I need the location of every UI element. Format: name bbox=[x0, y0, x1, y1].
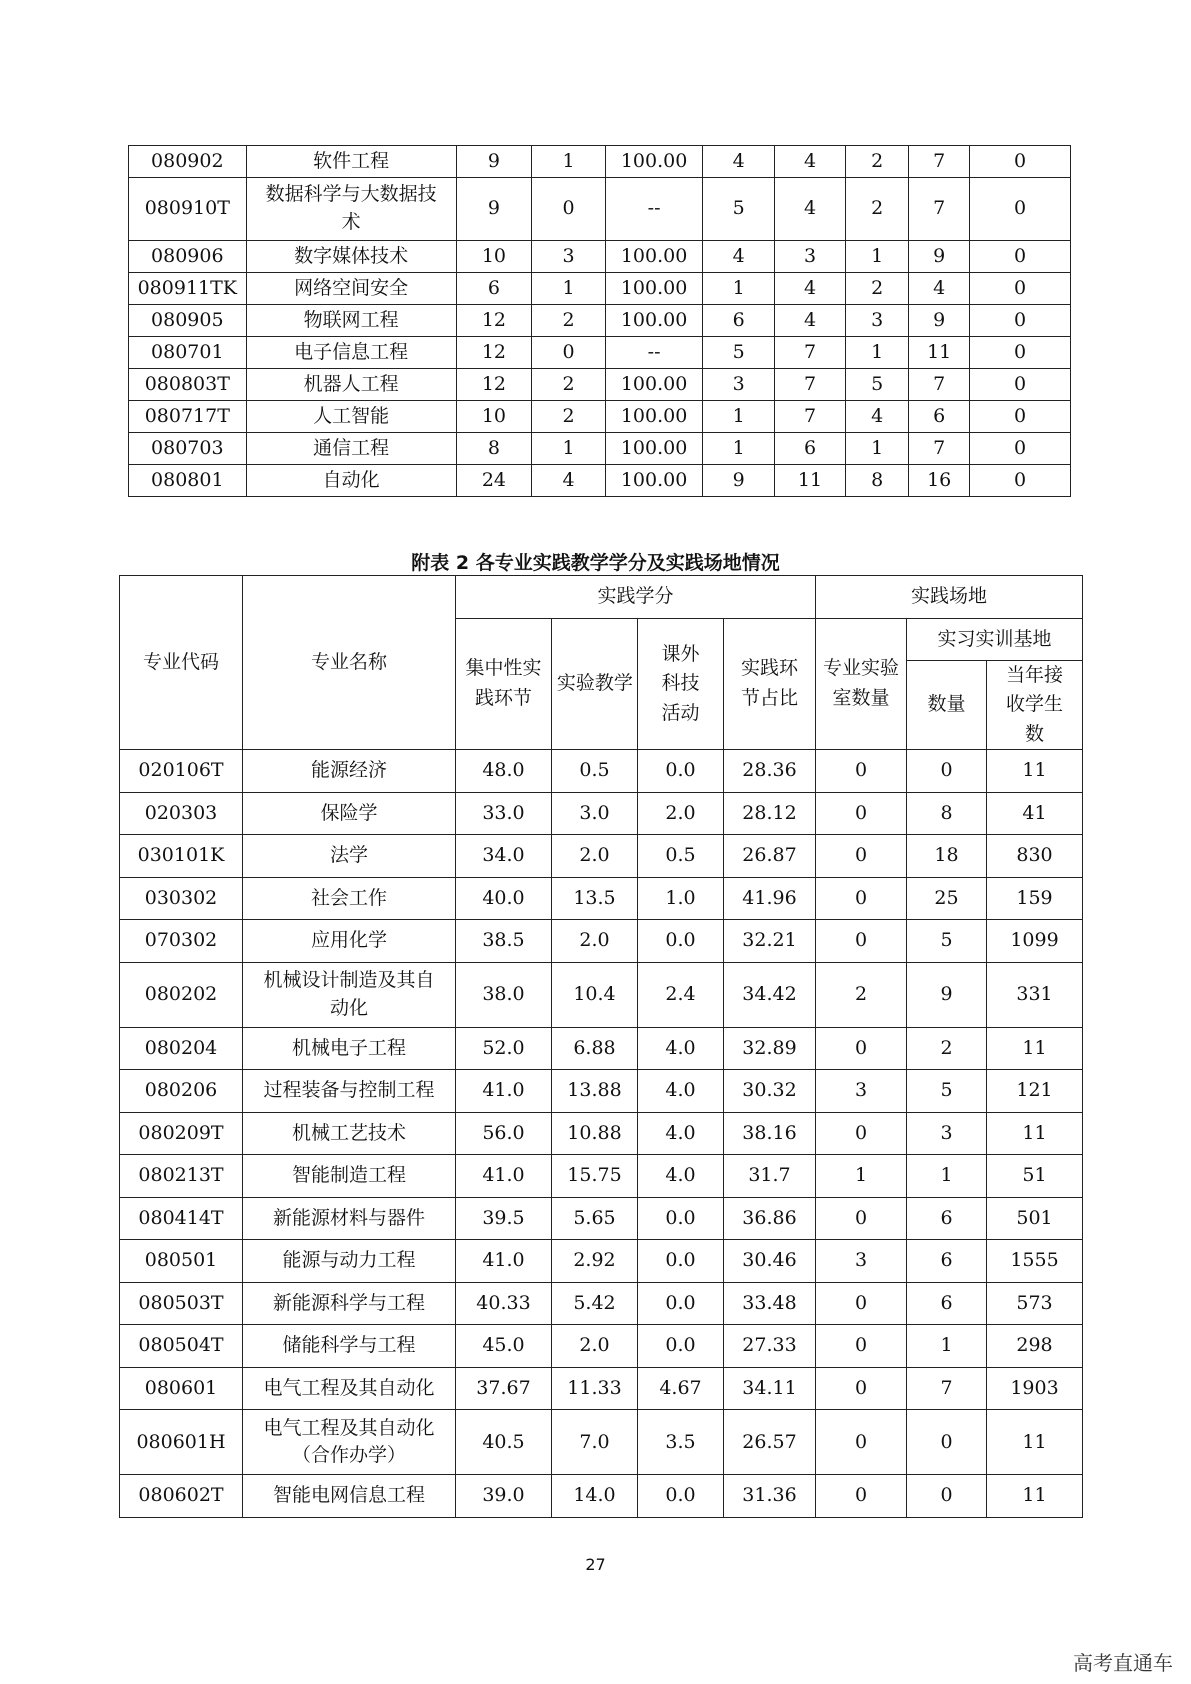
table-cell: 11 bbox=[987, 1112, 1083, 1155]
table-cell: 4 bbox=[703, 241, 774, 273]
table-row bbox=[120, 1410, 1083, 1475]
table-cell: 33.48 bbox=[724, 1282, 816, 1325]
table-cell: 080601H bbox=[120, 1410, 243, 1475]
watermark: 高考直通车 bbox=[1073, 1651, 1173, 1675]
table-cell: 0 bbox=[970, 178, 1071, 241]
table-cell: 100.00 bbox=[605, 401, 703, 433]
table-cell: 080911TK bbox=[129, 273, 247, 305]
table-row bbox=[129, 305, 1071, 337]
table-cell: 9 bbox=[703, 465, 774, 497]
table-cell: 2 bbox=[532, 369, 606, 401]
table-cell: 2.0 bbox=[552, 1325, 638, 1368]
table-cell: 1 bbox=[846, 241, 909, 273]
table-cell: 100.00 bbox=[605, 465, 703, 497]
table-cell: 25 bbox=[907, 877, 987, 920]
table-cell: 0.0 bbox=[638, 1325, 724, 1368]
table-cell: 11.33 bbox=[552, 1367, 638, 1410]
table-cell: 41.0 bbox=[456, 1240, 552, 1283]
table-cell: 28.12 bbox=[724, 792, 816, 835]
table-cell: 030101K bbox=[120, 835, 243, 878]
table-cell: 9 bbox=[456, 146, 532, 178]
table-cell: 能源经济 bbox=[243, 750, 456, 793]
table-cell: 830 bbox=[987, 835, 1083, 878]
table-cell: 4.0 bbox=[638, 1070, 724, 1113]
table-cell: 4 bbox=[774, 146, 845, 178]
table-cell: 100.00 bbox=[605, 369, 703, 401]
table-cell: 0 bbox=[907, 1475, 987, 1518]
table-cell: 4 bbox=[846, 401, 909, 433]
header-practice-credits: 实践学分 bbox=[456, 576, 816, 619]
table-cell: 37.67 bbox=[456, 1367, 552, 1410]
table-cell: 9 bbox=[907, 962, 987, 1027]
table-cell: 080504T bbox=[120, 1325, 243, 1368]
table-cell: 0 bbox=[970, 146, 1071, 178]
table-row bbox=[120, 750, 1083, 793]
table-title: 附表 2 各专业实践教学学分及实践场地情况 bbox=[411, 552, 780, 574]
table-row bbox=[120, 1367, 1083, 1410]
table-row bbox=[129, 178, 1071, 241]
table-cell: 6 bbox=[907, 1282, 987, 1325]
table-cell: 4.67 bbox=[638, 1367, 724, 1410]
table-cell: 100.00 bbox=[605, 146, 703, 178]
header-practice-sites: 实践场地 bbox=[816, 576, 1083, 619]
table-cell: 2 bbox=[846, 146, 909, 178]
table-cell: 11 bbox=[987, 1410, 1083, 1475]
table-cell: 0 bbox=[816, 792, 907, 835]
table-cell: 7 bbox=[909, 433, 970, 465]
table-cell: 11 bbox=[987, 1475, 1083, 1518]
table-cell: 0 bbox=[816, 1197, 907, 1240]
table-cell: 070302 bbox=[120, 920, 243, 963]
table-cell: 0.5 bbox=[638, 835, 724, 878]
table-cell: 4 bbox=[774, 305, 845, 337]
table-cell: 7 bbox=[909, 369, 970, 401]
table-cell: 080503T bbox=[120, 1282, 243, 1325]
table-cell: 12 bbox=[456, 369, 532, 401]
table-cell: 33.0 bbox=[456, 792, 552, 835]
table-row bbox=[129, 146, 1071, 178]
table-cell: 24 bbox=[456, 465, 532, 497]
table-cell: 0.0 bbox=[638, 1282, 724, 1325]
table-cell: 6.88 bbox=[552, 1027, 638, 1070]
table-cell: 7 bbox=[907, 1367, 987, 1410]
table-cell: 34.42 bbox=[724, 962, 816, 1027]
table-cell: 3.0 bbox=[552, 792, 638, 835]
table-cell: 41.96 bbox=[724, 877, 816, 920]
table-cell: 机械设计制造及其自动化 bbox=[243, 962, 456, 1027]
table-cell: 9 bbox=[456, 178, 532, 241]
table-cell: 数字媒体技术 bbox=[246, 241, 456, 273]
table-cell: 3 bbox=[846, 305, 909, 337]
header-extracurricular: 课外科技活动 bbox=[638, 618, 724, 750]
table-cell: 1 bbox=[532, 273, 606, 305]
table-cell: 2.0 bbox=[638, 792, 724, 835]
table-row bbox=[120, 1240, 1083, 1283]
table-cell: 080213T bbox=[120, 1155, 243, 1198]
table-cell: 0 bbox=[970, 433, 1071, 465]
table-cell: 0 bbox=[970, 273, 1071, 305]
table-cell: 6 bbox=[909, 401, 970, 433]
table-cell: 5.65 bbox=[552, 1197, 638, 1240]
table-cell: 物联网工程 bbox=[246, 305, 456, 337]
table-cell: 3 bbox=[816, 1240, 907, 1283]
table-cell: 3 bbox=[774, 241, 845, 273]
table-cell: 13.5 bbox=[552, 877, 638, 920]
table-cell: 2 bbox=[907, 1027, 987, 1070]
table-cell: 31.7 bbox=[724, 1155, 816, 1198]
table-cell: 8 bbox=[846, 465, 909, 497]
table-cell: 100.00 bbox=[605, 241, 703, 273]
table-cell: 6 bbox=[774, 433, 845, 465]
table-cell: 1555 bbox=[987, 1240, 1083, 1283]
table-cell: 41.0 bbox=[456, 1070, 552, 1113]
table-cell: 40.33 bbox=[456, 1282, 552, 1325]
table-cell: 4 bbox=[703, 146, 774, 178]
table-cell: 0.5 bbox=[552, 750, 638, 793]
table-row bbox=[129, 337, 1071, 369]
table-cell: 27.33 bbox=[724, 1325, 816, 1368]
table-cell: 人工智能 bbox=[246, 401, 456, 433]
table-cell: 11 bbox=[987, 1027, 1083, 1070]
table-cell: 3 bbox=[816, 1070, 907, 1113]
table-row bbox=[120, 1027, 1083, 1070]
table-cell: 32.21 bbox=[724, 920, 816, 963]
table-row bbox=[120, 1325, 1083, 1368]
table-cell: 080803T bbox=[129, 369, 247, 401]
header-bases: 实习实训基地 bbox=[907, 618, 1083, 661]
table-cell: 网络空间安全 bbox=[246, 273, 456, 305]
table-cell: 3 bbox=[532, 241, 606, 273]
table-cell: 3.5 bbox=[638, 1410, 724, 1475]
table-cell: 39.0 bbox=[456, 1475, 552, 1518]
table-cell: 9 bbox=[909, 241, 970, 273]
table-cell: 新能源材料与器件 bbox=[243, 1197, 456, 1240]
table-cell: 16 bbox=[909, 465, 970, 497]
table-cell: 38.16 bbox=[724, 1112, 816, 1155]
table-cell: 7 bbox=[909, 178, 970, 241]
table-cell: 7 bbox=[909, 146, 970, 178]
table-cell: 573 bbox=[987, 1282, 1083, 1325]
table-cell: -- bbox=[605, 337, 703, 369]
table-cell: 14.0 bbox=[552, 1475, 638, 1518]
practice-credits-table bbox=[119, 575, 1083, 1518]
table-cell: 4 bbox=[909, 273, 970, 305]
table-cell: 38.0 bbox=[456, 962, 552, 1027]
table-cell: 080703 bbox=[129, 433, 247, 465]
table-cell: 5 bbox=[846, 369, 909, 401]
table-cell: 36.86 bbox=[724, 1197, 816, 1240]
table-cell: 9 bbox=[909, 305, 970, 337]
table-cell: 080902 bbox=[129, 146, 247, 178]
table-cell: 020303 bbox=[120, 792, 243, 835]
table-cell: 38.5 bbox=[456, 920, 552, 963]
table-cell: 080905 bbox=[129, 305, 247, 337]
table-cell: 15.75 bbox=[552, 1155, 638, 1198]
table-cell: -- bbox=[605, 178, 703, 241]
table-row bbox=[120, 1112, 1083, 1155]
table-cell: 030302 bbox=[120, 877, 243, 920]
table-cell: 保险学 bbox=[243, 792, 456, 835]
table-row bbox=[129, 465, 1071, 497]
table-cell: 1 bbox=[703, 433, 774, 465]
header-ratio: 实践环节占比 bbox=[724, 618, 816, 750]
table-cell: 1 bbox=[532, 433, 606, 465]
table-cell: 12 bbox=[456, 337, 532, 369]
table-cell: 10.4 bbox=[552, 962, 638, 1027]
table-cell: 3 bbox=[703, 369, 774, 401]
table-cell: 5 bbox=[703, 337, 774, 369]
table-cell: 1903 bbox=[987, 1367, 1083, 1410]
table-cell: 0 bbox=[816, 1410, 907, 1475]
table-cell: 5 bbox=[907, 1070, 987, 1113]
table-cell: 0.0 bbox=[638, 750, 724, 793]
table-cell: 40.5 bbox=[456, 1410, 552, 1475]
table-cell: 自动化 bbox=[246, 465, 456, 497]
header-experiment: 实验教学 bbox=[552, 618, 638, 750]
table-cell: 4 bbox=[774, 273, 845, 305]
table-cell: 501 bbox=[987, 1197, 1083, 1240]
header-concentrated: 集中性实践环节 bbox=[456, 618, 552, 750]
table-cell: 数据科学与大数据技术 bbox=[246, 178, 456, 241]
table-cell: 51 bbox=[987, 1155, 1083, 1198]
table-cell: 新能源科学与工程 bbox=[243, 1282, 456, 1325]
table-cell: 2 bbox=[532, 305, 606, 337]
table-cell: 56.0 bbox=[456, 1112, 552, 1155]
table-cell: 0 bbox=[970, 305, 1071, 337]
table-cell: 080801 bbox=[129, 465, 247, 497]
table-cell: 080601 bbox=[120, 1367, 243, 1410]
table-cell: 5 bbox=[703, 178, 774, 241]
table-cell: 32.89 bbox=[724, 1027, 816, 1070]
table-cell: 过程装备与控制工程 bbox=[243, 1070, 456, 1113]
table-cell: 8 bbox=[456, 433, 532, 465]
table-cell: 通信工程 bbox=[246, 433, 456, 465]
table-cell: 2.92 bbox=[552, 1240, 638, 1283]
table-cell: 26.57 bbox=[724, 1410, 816, 1475]
table-cell: 11 bbox=[909, 337, 970, 369]
table-cell: 4.0 bbox=[638, 1112, 724, 1155]
table-row bbox=[129, 401, 1071, 433]
table-row bbox=[129, 241, 1071, 273]
table-row bbox=[129, 273, 1071, 305]
table-row bbox=[120, 792, 1083, 835]
table-cell: 34.11 bbox=[724, 1367, 816, 1410]
table-cell: 5.42 bbox=[552, 1282, 638, 1325]
table-cell: 6 bbox=[456, 273, 532, 305]
table-cell: 0 bbox=[816, 1367, 907, 1410]
table-cell: 智能制造工程 bbox=[243, 1155, 456, 1198]
table-cell: 1 bbox=[907, 1325, 987, 1368]
table-cell: 331 bbox=[987, 962, 1083, 1027]
table-cell: 机器人工程 bbox=[246, 369, 456, 401]
table-cell: 机械工艺技术 bbox=[243, 1112, 456, 1155]
table-cell: 080206 bbox=[120, 1070, 243, 1113]
table-cell: 8 bbox=[907, 792, 987, 835]
table-cell: 机械电子工程 bbox=[243, 1027, 456, 1070]
table-cell: 26.87 bbox=[724, 835, 816, 878]
table-cell: 121 bbox=[987, 1070, 1083, 1113]
table-row bbox=[120, 1282, 1083, 1325]
table-cell: 7 bbox=[774, 401, 845, 433]
table-cell: 1 bbox=[846, 337, 909, 369]
table-cell: 0.0 bbox=[638, 1475, 724, 1518]
table-row bbox=[120, 835, 1083, 878]
table-cell: 0 bbox=[816, 1112, 907, 1155]
table-cell: 48.0 bbox=[456, 750, 552, 793]
header-lab-count: 专业实验室数量 bbox=[816, 618, 907, 750]
table-cell: 10 bbox=[456, 401, 532, 433]
table-continued bbox=[128, 145, 1071, 497]
table-cell: 社会工作 bbox=[243, 877, 456, 920]
table-cell: 2.0 bbox=[552, 920, 638, 963]
table-cell: 10.88 bbox=[552, 1112, 638, 1155]
table-cell: 0 bbox=[816, 1027, 907, 1070]
table-cell: 298 bbox=[987, 1325, 1083, 1368]
table-cell: 1 bbox=[846, 433, 909, 465]
table-cell: 法学 bbox=[243, 835, 456, 878]
table-cell: 40.0 bbox=[456, 877, 552, 920]
table-cell: 0 bbox=[907, 750, 987, 793]
table-cell: 能源与动力工程 bbox=[243, 1240, 456, 1283]
table-cell: 080910T bbox=[129, 178, 247, 241]
table-cell: 080717T bbox=[129, 401, 247, 433]
table-cell: 7 bbox=[774, 337, 845, 369]
table-cell: 11 bbox=[774, 465, 845, 497]
header-name: 专业名称 bbox=[243, 576, 456, 750]
table-cell: 2.0 bbox=[552, 835, 638, 878]
table-cell: 0.0 bbox=[638, 1197, 724, 1240]
table-row bbox=[120, 1475, 1083, 1518]
table-cell: 4 bbox=[532, 465, 606, 497]
table-cell: 2 bbox=[846, 178, 909, 241]
table-cell: 13.88 bbox=[552, 1070, 638, 1113]
table-cell: 2 bbox=[816, 962, 907, 1027]
table-cell: 020106T bbox=[120, 750, 243, 793]
table-cell: 0 bbox=[532, 178, 606, 241]
table-cell: 电气工程及其自动化（合作办学） bbox=[243, 1410, 456, 1475]
table-row bbox=[120, 877, 1083, 920]
table-cell: 0 bbox=[816, 835, 907, 878]
table-cell: 1 bbox=[816, 1155, 907, 1198]
table-row bbox=[120, 1070, 1083, 1113]
table-row bbox=[120, 1155, 1083, 1198]
table-cell: 100.00 bbox=[605, 273, 703, 305]
table-cell: 0 bbox=[816, 1475, 907, 1518]
table-cell: 2 bbox=[532, 401, 606, 433]
table-row bbox=[120, 920, 1083, 963]
table-cell: 080414T bbox=[120, 1197, 243, 1240]
table-cell: 12 bbox=[456, 305, 532, 337]
table-cell: 0.0 bbox=[638, 920, 724, 963]
table-cell: 0 bbox=[970, 369, 1071, 401]
table-cell: 0 bbox=[970, 241, 1071, 273]
table-cell: 5 bbox=[907, 920, 987, 963]
table-cell: 1 bbox=[532, 146, 606, 178]
table-cell: 4.0 bbox=[638, 1155, 724, 1198]
table-cell: 080202 bbox=[120, 962, 243, 1027]
table-cell: 1.0 bbox=[638, 877, 724, 920]
table-cell: 1 bbox=[703, 273, 774, 305]
table-cell: 电子信息工程 bbox=[246, 337, 456, 369]
table-cell: 1 bbox=[907, 1155, 987, 1198]
table-cell: 31.36 bbox=[724, 1475, 816, 1518]
table-cell: 6 bbox=[907, 1197, 987, 1240]
table-cell: 28.36 bbox=[724, 750, 816, 793]
table-cell: 080209T bbox=[120, 1112, 243, 1155]
table-cell: 30.46 bbox=[724, 1240, 816, 1283]
table-cell: 1099 bbox=[987, 920, 1083, 963]
table-cell: 储能科学与工程 bbox=[243, 1325, 456, 1368]
table-cell: 080501 bbox=[120, 1240, 243, 1283]
table-row bbox=[120, 962, 1083, 1027]
table-cell: 18 bbox=[907, 835, 987, 878]
table-cell: 0 bbox=[970, 337, 1071, 369]
table-cell: 10 bbox=[456, 241, 532, 273]
header-code: 专业代码 bbox=[120, 576, 243, 750]
table-cell: 0 bbox=[816, 1282, 907, 1325]
table-cell: 4 bbox=[774, 178, 845, 241]
table-cell: 0 bbox=[816, 750, 907, 793]
table-cell: 100.00 bbox=[605, 305, 703, 337]
table-cell: 0 bbox=[907, 1410, 987, 1475]
table-cell: 0 bbox=[816, 877, 907, 920]
table-cell: 0 bbox=[816, 1325, 907, 1368]
header-base-count: 数量 bbox=[907, 661, 987, 750]
table-cell: 7 bbox=[774, 369, 845, 401]
table-cell: 41.0 bbox=[456, 1155, 552, 1198]
table-cell: 159 bbox=[987, 877, 1083, 920]
table-cell: 4.0 bbox=[638, 1027, 724, 1070]
table-cell: 软件工程 bbox=[246, 146, 456, 178]
table-cell: 34.0 bbox=[456, 835, 552, 878]
table-cell: 0 bbox=[816, 920, 907, 963]
table-cell: 080906 bbox=[129, 241, 247, 273]
table-cell: 11 bbox=[987, 750, 1083, 793]
table-row bbox=[129, 433, 1071, 465]
table-cell: 2.4 bbox=[638, 962, 724, 1027]
table-cell: 1 bbox=[703, 401, 774, 433]
table-cell: 080701 bbox=[129, 337, 247, 369]
table-cell: 0 bbox=[970, 401, 1071, 433]
table-cell: 45.0 bbox=[456, 1325, 552, 1368]
table-cell: 电气工程及其自动化 bbox=[243, 1367, 456, 1410]
table-row bbox=[129, 369, 1071, 401]
table-cell: 100.00 bbox=[605, 433, 703, 465]
table-cell: 30.32 bbox=[724, 1070, 816, 1113]
header-received: 当年接收学生数 bbox=[987, 661, 1083, 750]
table-cell: 6 bbox=[907, 1240, 987, 1283]
page-number: 27 bbox=[585, 1555, 606, 1574]
table-cell: 智能电网信息工程 bbox=[243, 1475, 456, 1518]
table-cell: 39.5 bbox=[456, 1197, 552, 1240]
table-cell: 6 bbox=[703, 305, 774, 337]
table-cell: 0 bbox=[970, 465, 1071, 497]
table-cell: 0 bbox=[532, 337, 606, 369]
table-row bbox=[120, 1197, 1083, 1240]
table-cell: 52.0 bbox=[456, 1027, 552, 1070]
table-cell: 7.0 bbox=[552, 1410, 638, 1475]
table-cell: 080204 bbox=[120, 1027, 243, 1070]
table-cell: 41 bbox=[987, 792, 1083, 835]
table-cell: 应用化学 bbox=[243, 920, 456, 963]
table-cell: 3 bbox=[907, 1112, 987, 1155]
table-cell: 080602T bbox=[120, 1475, 243, 1518]
table-cell: 0.0 bbox=[638, 1240, 724, 1283]
table-cell: 2 bbox=[846, 273, 909, 305]
